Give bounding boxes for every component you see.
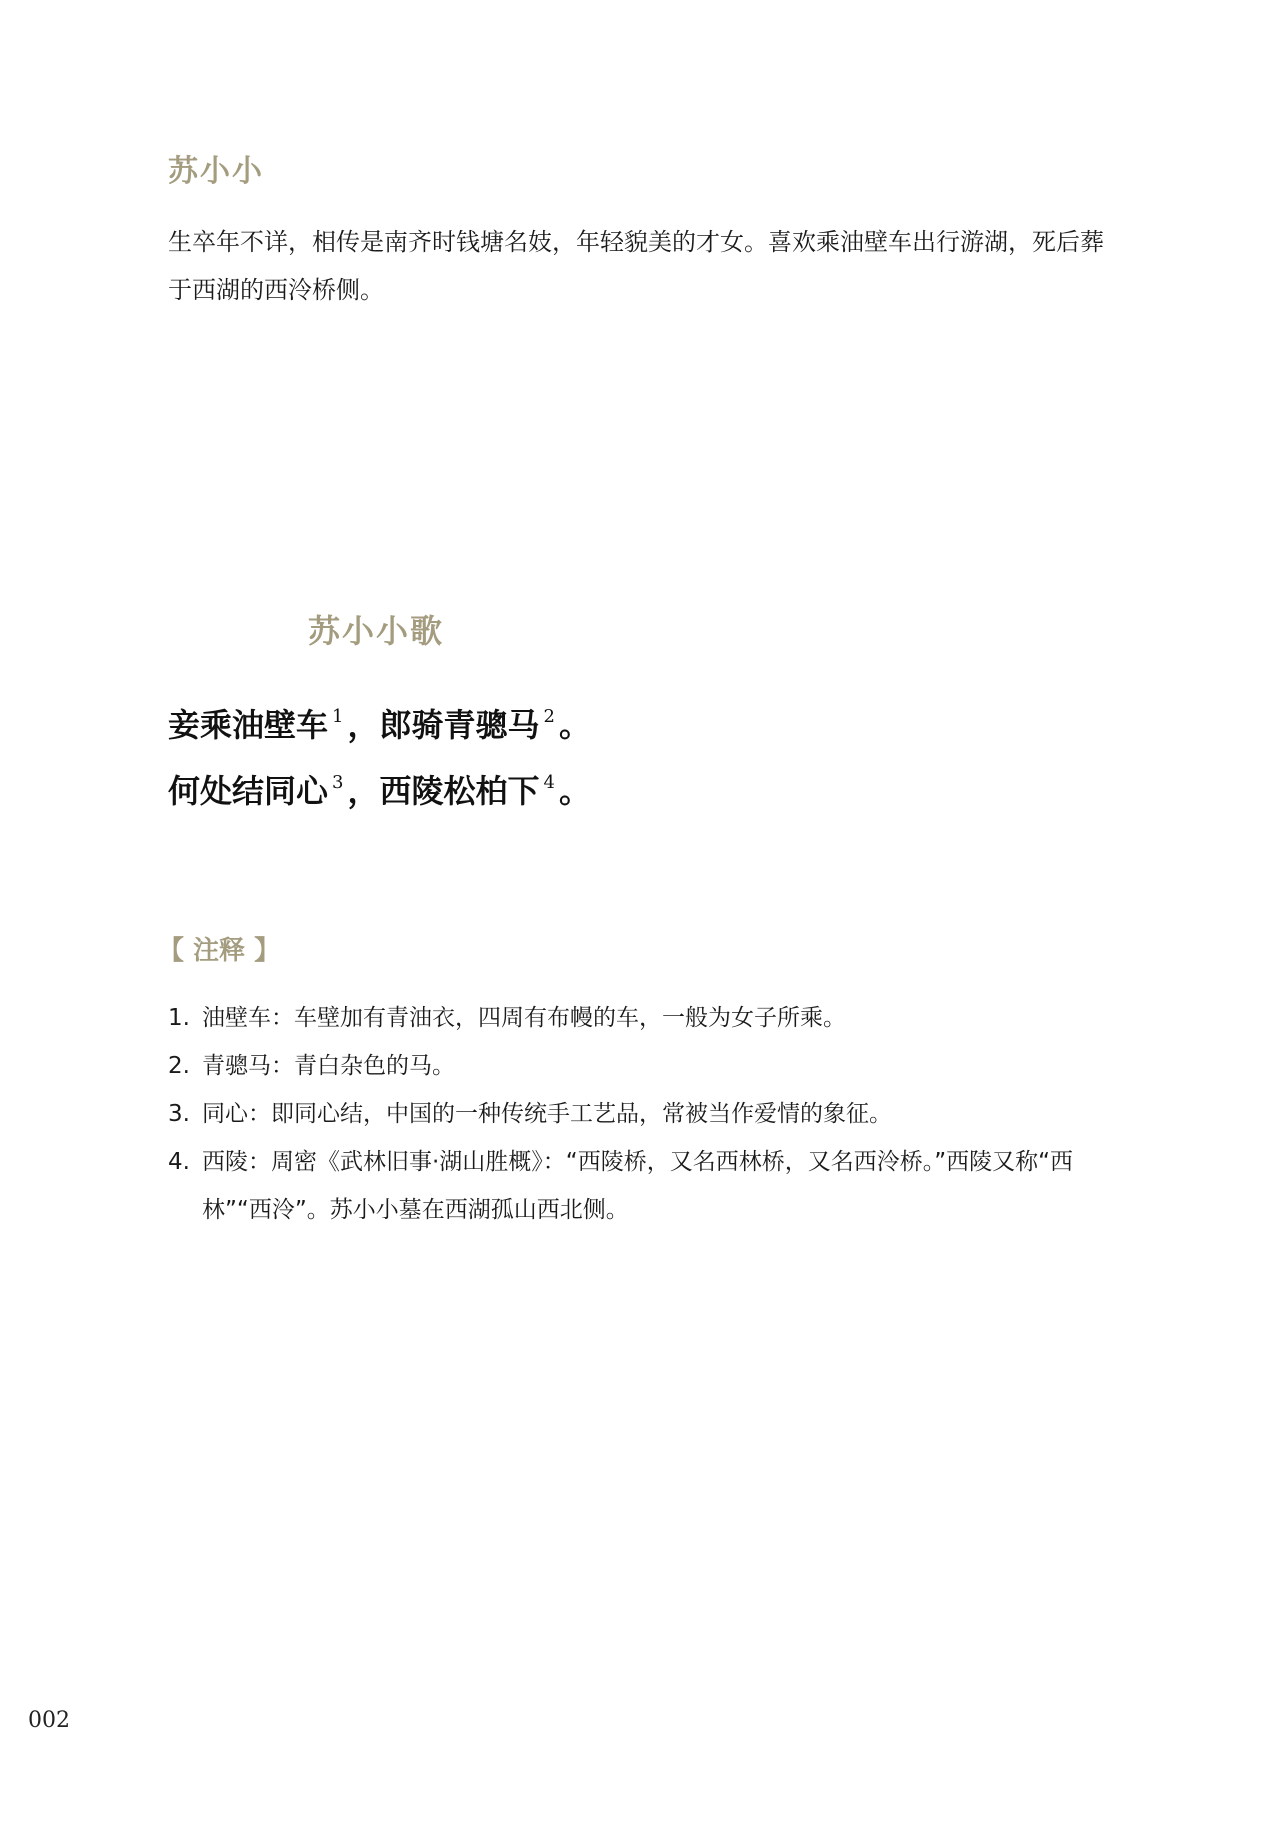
note-item <box>168 1042 1128 1090</box>
note-number: 3. <box>168 1101 190 1127</box>
poem-phrase: 西陵松柏下 <box>379 772 540 810</box>
note-text: 同心：即同心结，中国的一种传统手工艺品，常被当作爱情的象征。 <box>202 1101 892 1127</box>
footnote-ref[interactable]: 2 <box>543 706 555 727</box>
poem-phrase: 何处结同心 <box>168 772 329 810</box>
poem-punctuation: 。 <box>558 706 591 744</box>
poem-body <box>168 692 1108 824</box>
page-number: 002 <box>28 1708 70 1733</box>
note-item <box>168 1090 1128 1138</box>
footnote-ref[interactable]: 4 <box>543 772 555 793</box>
author-name: 苏小小 <box>168 154 264 189</box>
poem-punctuation: ， <box>347 706 380 744</box>
notes-list <box>168 994 1128 1234</box>
note-text: 青骢马：青白杂色的马。 <box>202 1053 455 1079</box>
footnote-ref[interactable]: 3 <box>332 772 344 793</box>
note-number: 1. <box>168 1005 190 1031</box>
poem-line <box>168 758 1108 824</box>
notes-heading: 【 注释 】 <box>158 936 281 966</box>
author-bio: 生卒年不详，相传是南齐时钱塘名妓，年轻貌美的才女。喜欢乘油壁车出行游湖，死后葬于西湖的西泠桥侧。 <box>168 228 1104 304</box>
note-number: 4. <box>168 1149 190 1175</box>
poem-title: 苏小小歌 <box>308 612 445 650</box>
poem-phrase: 郎骑青骢马 <box>379 706 540 744</box>
note-item <box>168 1138 1128 1234</box>
note-text: 油壁车：车壁加有青油衣，四周有布幔的车，一般为女子所乘。 <box>202 1005 846 1031</box>
note-item <box>168 994 1128 1042</box>
poem-phrase: 妾乘油壁车 <box>168 706 329 744</box>
poem-punctuation: ， <box>347 772 380 810</box>
footnote-ref[interactable]: 1 <box>332 706 344 727</box>
note-number: 2. <box>168 1053 190 1079</box>
poem-line <box>168 692 1108 758</box>
poem-punctuation: 。 <box>558 772 591 810</box>
note-text: 西陵：周密《武林旧事·湖山胜概》：“西陵桥，又名西林桥，又名西泠桥。”西陵又称“西林”“西泠”。苏小小墓在西湖孤山西北侧。 <box>202 1149 1074 1223</box>
